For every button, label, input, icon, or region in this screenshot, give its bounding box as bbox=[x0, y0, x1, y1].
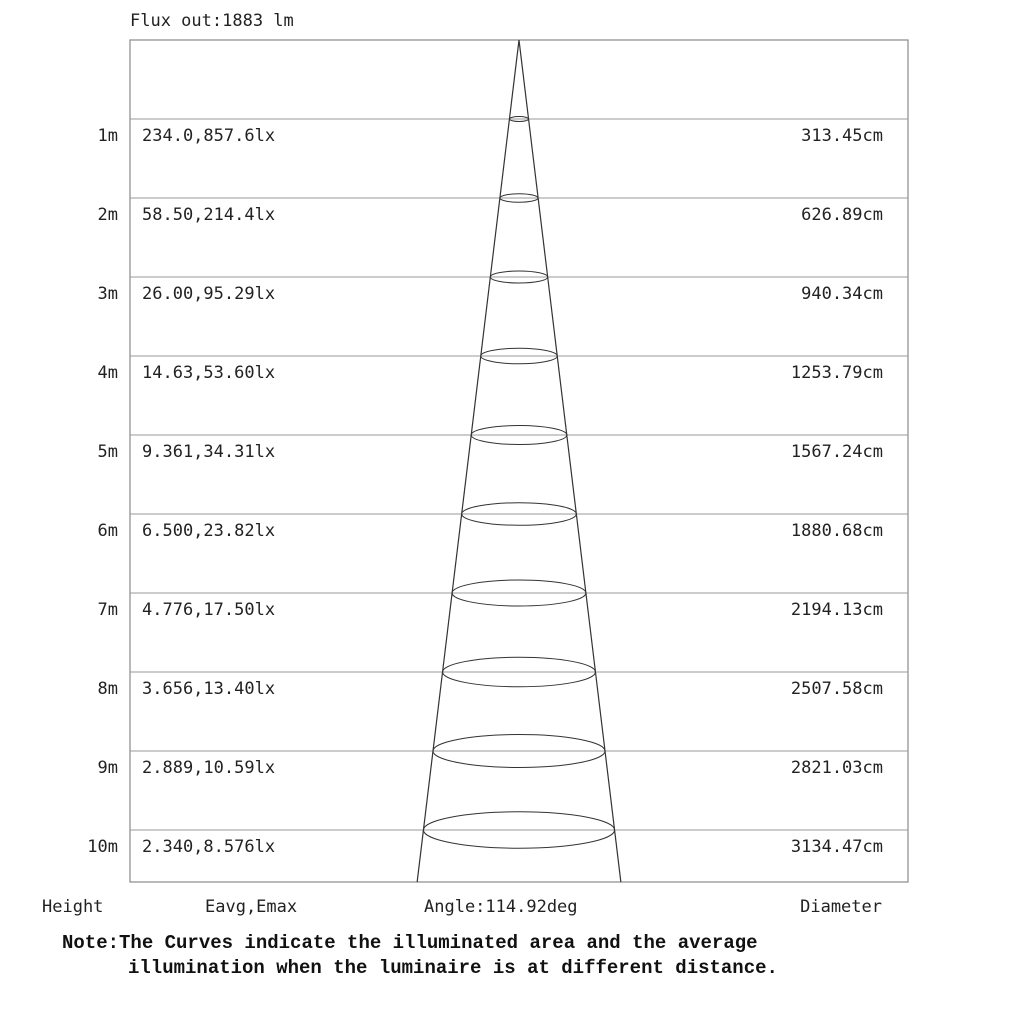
illuminance-label: 2.889,10.59lx bbox=[142, 758, 276, 778]
cone-right-edge bbox=[519, 40, 621, 882]
diameter-label: 1567.24cm bbox=[790, 442, 883, 462]
angle-label: Angle:114.92deg bbox=[424, 897, 578, 917]
note-prefix: Note: bbox=[62, 932, 120, 954]
height-label: 8m bbox=[97, 679, 118, 699]
illuminance-label: 2.340,8.576lx bbox=[142, 837, 276, 857]
illuminance-label: 4.776,17.50lx bbox=[142, 600, 276, 620]
illuminance-label: 58.50,214.4lx bbox=[142, 205, 276, 225]
note-line-1: The Curves indicate the illuminated area and the average bbox=[119, 932, 758, 954]
diameter-label: 626.89cm bbox=[801, 205, 883, 225]
height-column-label: Height bbox=[42, 897, 104, 917]
diameter-column-label: Diameter bbox=[800, 897, 882, 917]
cone-layer bbox=[417, 40, 621, 882]
illuminance-column-label: Eavg,Emax bbox=[205, 897, 298, 917]
illuminance-label: 6.500,23.82lx bbox=[142, 521, 276, 541]
illuminance-label: 234.0,857.6lx bbox=[142, 126, 276, 146]
height-label: 3m bbox=[97, 284, 118, 304]
flux-label: Flux out:1883 lm bbox=[130, 11, 294, 31]
height-label: 5m bbox=[97, 442, 118, 462]
note-line-2: illumination when the luminaire is at different distance. bbox=[128, 957, 778, 979]
diameter-label: 2507.58cm bbox=[790, 679, 883, 699]
height-label: 9m bbox=[97, 758, 118, 778]
diameter-label: 2821.03cm bbox=[790, 758, 883, 778]
diameter-label: 3134.47cm bbox=[790, 837, 883, 857]
height-label: 7m bbox=[97, 600, 118, 620]
cone-left-edge bbox=[417, 40, 519, 882]
diameter-label: 1880.68cm bbox=[790, 521, 883, 541]
height-label: 2m bbox=[97, 205, 118, 225]
height-label: 10m bbox=[87, 837, 118, 857]
diameter-label: 2194.13cm bbox=[790, 600, 883, 620]
illuminance-label: 9.361,34.31lx bbox=[142, 442, 276, 462]
height-label: 1m bbox=[97, 126, 118, 146]
diameter-label: 940.34cm bbox=[801, 284, 883, 304]
diameter-label: 1253.79cm bbox=[790, 363, 883, 383]
illuminance-label: 3.656,13.40lx bbox=[142, 679, 276, 699]
row-labels bbox=[87, 126, 883, 857]
illuminance-label: 14.63,53.60lx bbox=[142, 363, 276, 383]
illuminance-label: 26.00,95.29lx bbox=[142, 284, 276, 304]
chart-note bbox=[62, 931, 778, 981]
height-label: 4m bbox=[97, 363, 118, 383]
diameter-label: 313.45cm bbox=[801, 126, 883, 146]
height-label: 6m bbox=[97, 521, 118, 541]
